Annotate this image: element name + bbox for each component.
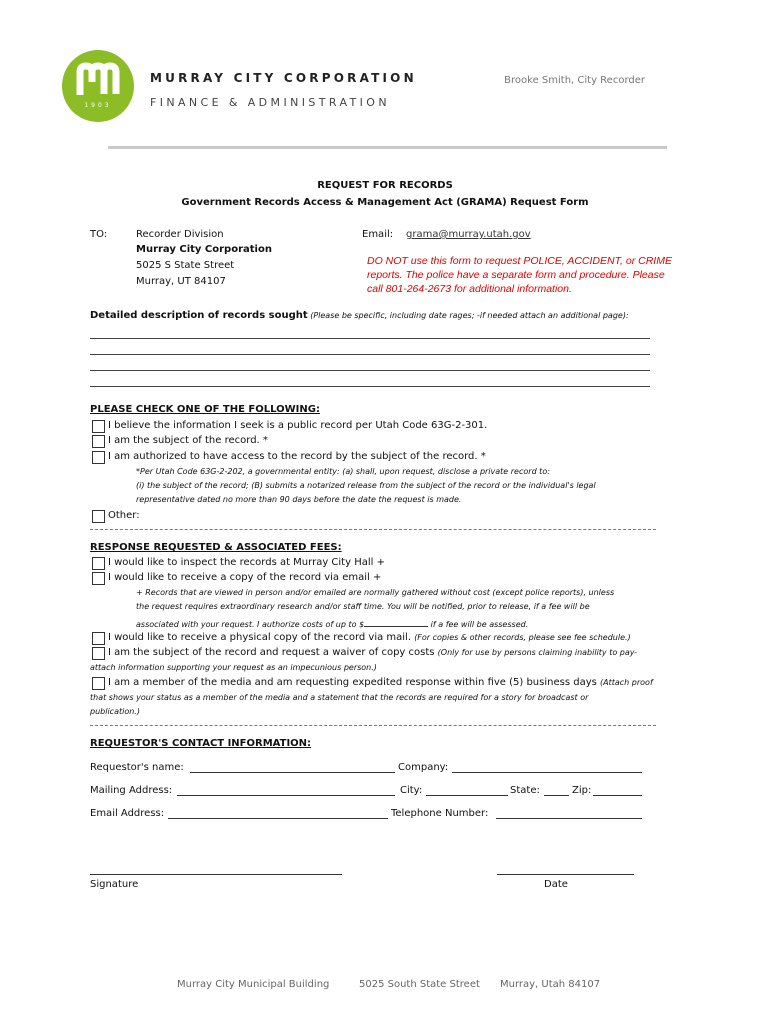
to-line-3: 5025 S State Street <box>136 260 235 271</box>
description-hint: (Please be specific, including date rages; -if needed attach an additional page): <box>307 311 629 320</box>
email-copy-label: I would like to receive a copy of the record via email + <box>108 572 382 583</box>
media-label: I am a member of the media and am requesting expedited response within five (5) business days <box>108 677 601 688</box>
authorized-access-checkbox[interactable] <box>92 451 105 464</box>
section-divider-2 <box>90 725 656 726</box>
to-line-2: Murray City Corporation <box>136 244 272 255</box>
fee-note-4: if a fee will be assessed. <box>428 620 529 629</box>
subject-of-record-label: I am the subject of the record. * <box>108 435 268 446</box>
mail-copy-label: I would like to receive a physical copy of the record via mail. <box>108 632 415 643</box>
public-record-checkbox[interactable] <box>92 420 105 433</box>
state-label: State: <box>510 785 540 796</box>
footer-street: 5025 South State Street <box>359 979 480 990</box>
public-record-label: I believe the information I seek is a public record per Utah Code 63G-2-301. <box>108 420 488 431</box>
check-heading: PLEASE CHECK ONE OF THE FOLLOWING: <box>90 404 320 415</box>
media-checkbox[interactable] <box>92 677 105 690</box>
city-field[interactable] <box>426 785 508 796</box>
zip-field[interactable] <box>593 785 642 796</box>
mail-copy-checkbox[interactable] <box>92 632 105 645</box>
mail-copy-note: (For copies & other records, please see fee schedule.) <box>414 633 631 642</box>
response-heading: RESPONSE REQUESTED & ASSOCIATED FEES: <box>90 542 342 553</box>
contact-heading: REQUESTOR'S CONTACT INFORMATION: <box>90 738 312 749</box>
to-label: TO: <box>90 229 108 240</box>
description-line-3[interactable] <box>90 370 650 371</box>
m-logo-icon <box>62 50 134 122</box>
signature-line[interactable] <box>90 874 342 875</box>
telephone-field[interactable] <box>496 808 642 819</box>
police-warning-line-1: DO NOT use this form to request POLICE, ACCIDENT, or CRIME <box>367 255 672 267</box>
fee-waiver-checkbox[interactable] <box>92 647 105 660</box>
department-name: FINANCE & ADMINISTRATION <box>150 96 390 109</box>
footer-city: Murray, Utah 84107 <box>500 979 601 990</box>
company-label: Company: <box>398 762 449 773</box>
email-address-label: Email Address: <box>90 808 165 819</box>
private-record-note-3: representative dated no more than 90 days before the date the request is made. <box>136 495 462 504</box>
fee-waiver-note-2: attach information supporting your request as an impecunious person.) <box>90 663 377 672</box>
description-line-2[interactable] <box>90 354 650 355</box>
description-label: Detailed description of records sought <box>90 310 308 321</box>
date-line[interactable] <box>497 874 634 875</box>
inspect-label: I would like to inspect the records at Murray City Hall + <box>108 557 385 568</box>
inspect-checkbox[interactable] <box>92 557 105 570</box>
media-note-3: publication.) <box>90 707 140 716</box>
police-warning-line-3: call 801-264-2673 for additional information. <box>367 283 572 295</box>
footer-building: Murray City Municipal Building <box>177 979 330 990</box>
description-line-1[interactable] <box>90 338 650 339</box>
email-copy-checkbox[interactable] <box>92 572 105 585</box>
subject-of-record-checkbox[interactable] <box>92 435 105 448</box>
media-note-1: (Attach proof <box>600 678 653 687</box>
state-field[interactable] <box>544 785 569 796</box>
organization-name: MURRAY CITY CORPORATION <box>150 71 417 85</box>
email-address-field[interactable] <box>168 808 388 819</box>
requestor-name-label: Requestor's name: <box>90 762 184 773</box>
grama-email-link[interactable]: grama@murray.utah.gov <box>406 229 531 240</box>
form-title: REQUEST FOR RECORDS <box>317 180 453 191</box>
mailing-address-field[interactable] <box>177 785 395 796</box>
other-checkbox[interactable] <box>92 510 105 523</box>
header-divider <box>108 146 667 149</box>
fee-limit-field[interactable] <box>364 616 428 627</box>
murray-city-logo <box>62 50 134 122</box>
zip-label: Zip: <box>572 785 592 796</box>
to-line-1: Recorder Division <box>136 229 224 240</box>
section-divider <box>90 529 656 530</box>
city-label: City: <box>400 785 423 796</box>
authorized-access-label: I am authorized to have access to the record by the subject of the record. * <box>108 451 486 462</box>
fee-note-2: the request requires extraordinary research and/or staff time. You will be notified, prior to release, if a fee will be <box>136 602 590 611</box>
telephone-label: Telephone Number: <box>391 808 489 819</box>
fee-waiver-note-1: (Only for use by persons claiming inability to pay- <box>437 648 638 657</box>
fee-waiver-label: I am the subject of the record and request a waiver of copy costs <box>108 647 438 658</box>
to-line-4: Murray, UT 84107 <box>136 276 226 287</box>
mailing-address-label: Mailing Address: <box>90 785 173 796</box>
description-line-4[interactable] <box>90 386 650 387</box>
form-subtitle: Government Records Access & Management Act (GRAMA) Request Form <box>181 197 589 208</box>
email-label: Email: <box>362 229 394 240</box>
police-warning-line-2: reports. The police have a separate form and procedure. Please <box>367 269 665 281</box>
fee-note-1: + Records that are viewed in person and/or emailed are normally gathered without cost (except police reports), unless <box>136 588 615 597</box>
media-note-2: that shows your status as a member of the media and a statement that the records are required for a story for broadcast or <box>90 693 589 702</box>
logo-year: 1903 <box>84 102 112 109</box>
city-recorder: Brooke Smith, City Recorder <box>504 75 645 86</box>
fee-note-3: associated with your request. I authorize costs of up to $ <box>136 620 365 629</box>
signature-label: Signature <box>90 879 139 890</box>
private-record-note-2: (i) the subject of the record; (B) submits a notarized release from the subject of the record or the individual's legal <box>136 481 596 490</box>
requestor-name-field[interactable] <box>190 762 395 773</box>
other-label: Other: <box>108 510 140 521</box>
date-label: Date <box>544 879 568 890</box>
company-field[interactable] <box>452 762 642 773</box>
private-record-note-1: *Per Utah Code 63G-2-202, a governmental entity: (a) shall, upon request, disclose a private record to: <box>136 467 550 476</box>
